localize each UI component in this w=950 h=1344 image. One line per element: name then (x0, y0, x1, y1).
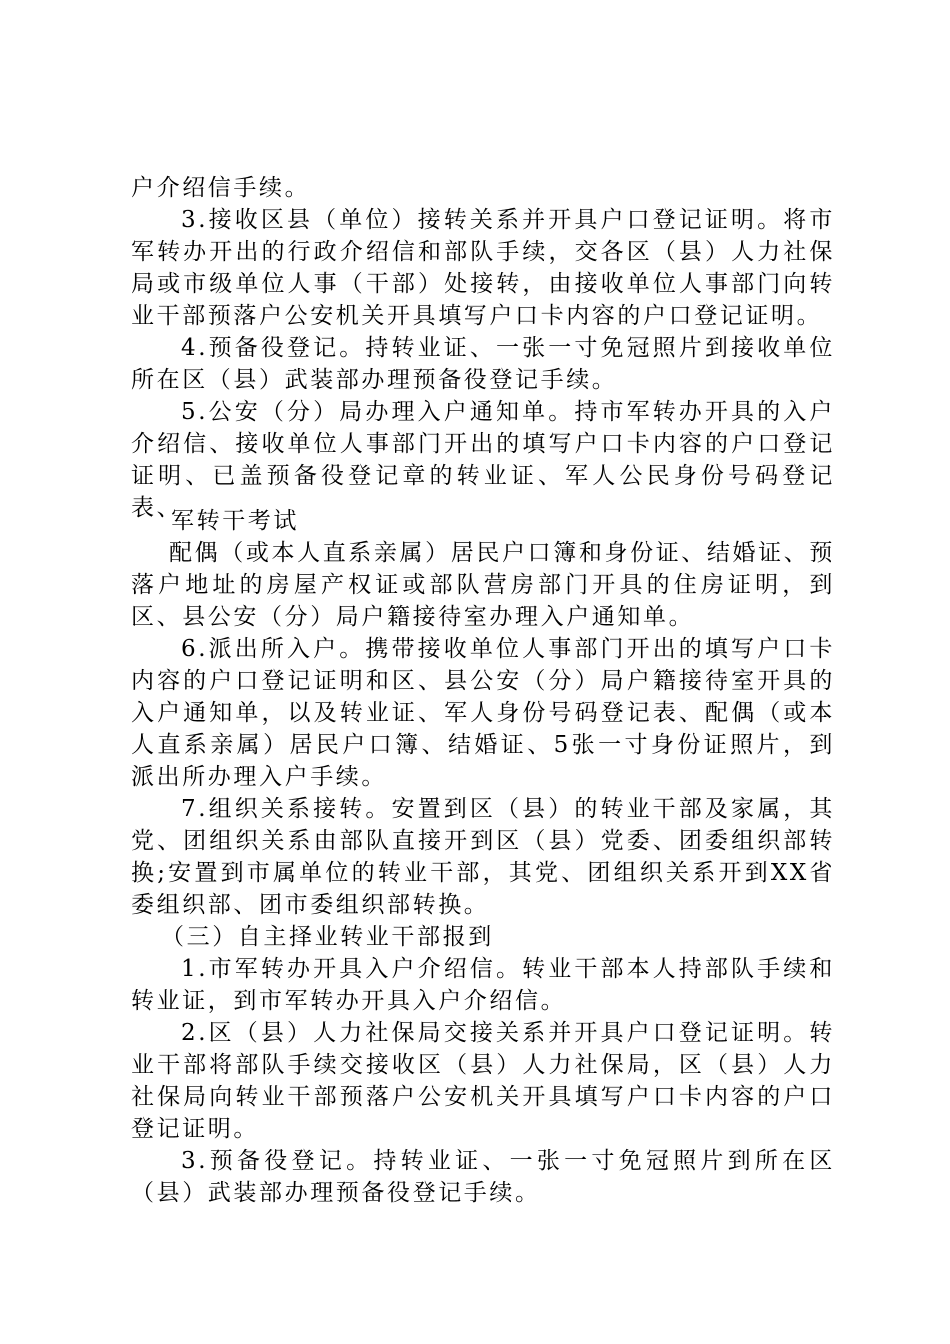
text-block-upper (131, 172, 835, 524)
text-block-lower (131, 505, 835, 1209)
paragraph-sub-item-2: 2.区（县）人力社保局交接关系并开具户口登记证明。转业干部将部队手续交接收区（县）人力社保局，区（县）人力社保局向转业干部预落户公安机关开具填写户口卡内容的户口登记证明。 (131, 1020, 835, 1142)
paragraph-continuation: 户介绍信手续。 (131, 175, 311, 201)
section-heading-3: （三）自主择业转业干部报到 (161, 924, 494, 950)
inline-heading: 军转干考试 (171, 508, 299, 534)
paragraph-item-6: 6.派出所入户。携带接收单位人事部门开出的填写户口卡内容的户口登记证明和区、县公安（分）局户籍接待室开具的入户通知单，以及转业证、军人身份号码登记表、配偶（或本人直系亲属）居民户口簿、结婚证、5张一寸身份证照片，到派出所办理入户手续。 (131, 636, 835, 790)
paragraph-sub-item-3: 3.预备役登记。持转业证、一张一寸免冠照片到所在区（县）武装部办理预备役登记手续。 (131, 1148, 835, 1206)
paragraph-sub-item-1: 1.市军转办开具入户介绍信。转业干部本人持部队手续和转业证，到市军转办开具入户介绍信。 (131, 956, 835, 1014)
paragraph-item-3: 3.接收区县（单位）接转关系并开具户口登记证明。将市军转办开出的行政介绍信和部队手续，交各区（县）人力社保局或市级单位人事（干部）处接转，由接收单位人事部门向转业干部预落户公安机关开具填写户口卡内容的户口登记证明。 (131, 207, 835, 329)
paragraph-item-5: 5.公安（分）局办理入户通知单。持市军转办开具的入户介绍信、接收单位人事部门开出的填写户口卡内容的户口登记证明、已盖预备役登记章的转业证、军人公民身份号码登记表、 (131, 399, 835, 521)
paragraph-item-5-continued: 配偶（或本人直系亲属）居民户口簿和身份证、结婚证、预落户地址的房屋产权证或部队营房部门开具的住房证明，到区、县公安（分）局户籍接待室办理入户通知单。 (131, 540, 835, 630)
paragraph-item-4: 4.预备役登记。持转业证、一张一寸免冠照片到接收单位所在区（县）武装部办理预备役登记手续。 (131, 335, 835, 393)
paragraph-item-7: 7.组织关系接转。安置到区（县）的转业干部及家属，其党、团组织关系由部队直接开到区（县）党委、团委组织部转换;安置到市属单位的转业干部，其党、团组织关系开到XX省委组织部、团市委组织部转换。 (131, 796, 835, 918)
